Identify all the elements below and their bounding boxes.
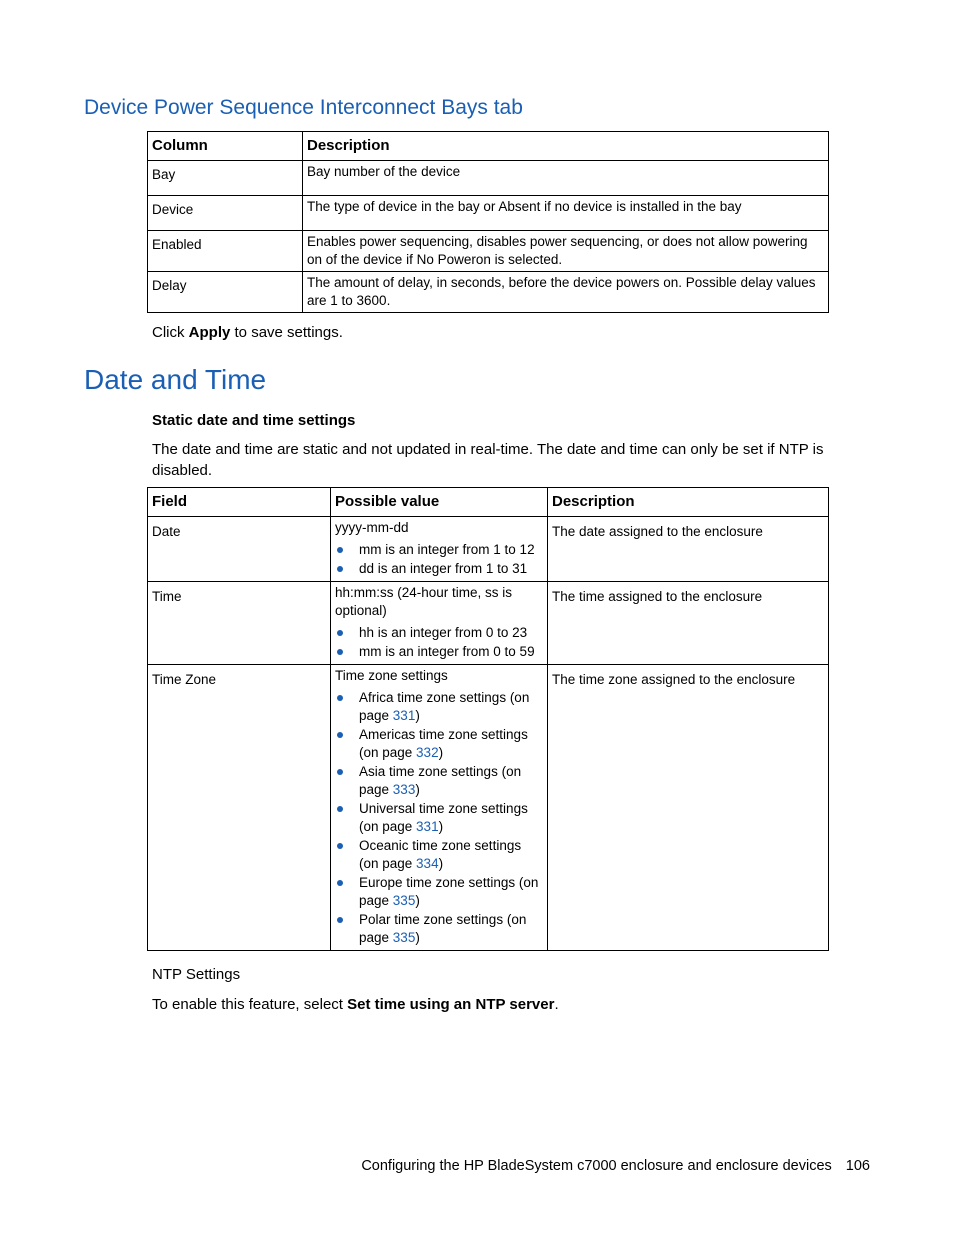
apply-bold: Apply xyxy=(188,324,231,341)
page-link[interactable]: 332 xyxy=(416,745,439,760)
page-link[interactable]: 334 xyxy=(416,856,439,871)
enable-instruction xyxy=(152,994,559,1015)
section-heading-interconnect-bays: Device Power Sequence Interconnect Bays tab xyxy=(84,96,523,119)
bullet-list xyxy=(335,624,543,661)
table-cell-column: Bay xyxy=(148,161,303,196)
table-cell-description: Bay number of the device xyxy=(303,161,829,196)
list-item-text: mm is an integer from 1 to 12 xyxy=(359,542,535,557)
table-cell-field: Time Zone xyxy=(148,665,331,951)
value-text: yyyy-mm-dd xyxy=(335,520,409,535)
bullet-icon xyxy=(337,630,343,636)
bullet-icon xyxy=(337,547,343,553)
table-cell-description: Enables power sequencing, disables power sequencing, or does not allow powering on of the device if No Poweron is selected. xyxy=(303,231,829,272)
list-item xyxy=(335,874,543,910)
list-item xyxy=(335,624,543,642)
list-item-text: dd is an integer from 1 to 31 xyxy=(359,561,528,576)
table-row xyxy=(148,665,829,951)
list-item-text: Americas time zone settings (on page xyxy=(359,727,528,760)
apply-pre: Click xyxy=(152,324,189,341)
list-item-close: ) xyxy=(415,930,420,945)
table-cell-value xyxy=(331,517,548,582)
bullet-icon xyxy=(337,917,343,923)
table-cell-column: Device xyxy=(148,196,303,231)
page-link[interactable]: 331 xyxy=(392,708,416,723)
bullet-icon xyxy=(337,732,343,738)
list-item-text: Asia time zone settings (on page xyxy=(359,764,522,797)
page-number: 106 xyxy=(845,1158,870,1174)
list-item-close: ) xyxy=(438,856,444,871)
ntp-settings-label: NTP Settings xyxy=(152,966,241,983)
enable-post: . xyxy=(554,996,559,1013)
list-item-text: Oceanic time zone settings (on page xyxy=(359,838,522,871)
bullet-icon xyxy=(337,695,343,701)
table-cell-column: Delay xyxy=(148,272,303,313)
table-row xyxy=(148,582,829,665)
list-item xyxy=(335,726,543,762)
list-item xyxy=(335,763,543,799)
bullet-icon xyxy=(337,880,343,886)
list-item-text: hh is an integer from 0 to 23 xyxy=(359,625,528,640)
section-heading-date-time: Date and Time xyxy=(84,364,267,395)
table-cell-field: Time xyxy=(148,582,331,665)
apply-post: to save settings. xyxy=(230,324,343,341)
page-link[interactable]: 333 xyxy=(392,782,416,797)
column-header: Possible value xyxy=(331,488,548,517)
table-header-row xyxy=(148,488,829,517)
bullet-icon xyxy=(337,649,343,655)
enable-pre: To enable this feature, select xyxy=(152,996,348,1013)
bullet-icon xyxy=(337,769,343,775)
value-text: hh:mm:ss (24-hour time, ss is optional) xyxy=(335,585,513,618)
interconnect-bays-table xyxy=(147,131,829,313)
enable-bold: Set time using an NTP server xyxy=(347,996,555,1013)
table-cell-value xyxy=(331,582,548,665)
page-link[interactable]: 331 xyxy=(416,819,439,834)
subheading-static-settings: Static date and time settings xyxy=(152,412,356,429)
list-item xyxy=(335,689,543,725)
table-cell-field: Date xyxy=(148,517,331,582)
table-row xyxy=(148,161,829,196)
column-header: Description xyxy=(548,488,829,517)
list-item-close: ) xyxy=(415,782,420,797)
bullet-list xyxy=(335,689,543,947)
column-header: Field xyxy=(148,488,331,517)
list-item-close: ) xyxy=(415,708,420,723)
date-time-table xyxy=(147,487,829,951)
column-header: Description xyxy=(303,132,829,161)
table-cell-description: The amount of delay, in seconds, before the device powers on. Possible delay values are 1 to 3600. xyxy=(303,272,829,313)
list-item xyxy=(335,911,543,947)
list-item-close: ) xyxy=(438,745,444,760)
value-text: Time zone settings xyxy=(335,668,448,683)
list-item xyxy=(335,643,543,661)
page-footer xyxy=(361,1158,870,1174)
table-row xyxy=(148,517,829,582)
footer-text: Configuring the HP BladeSystem c7000 enclosure and enclosure devices xyxy=(361,1158,832,1174)
list-item-close: ) xyxy=(438,819,444,834)
table-cell-description: The time zone assigned to the enclosure xyxy=(548,665,829,951)
list-item xyxy=(335,800,543,836)
table-row xyxy=(148,196,829,231)
table-row xyxy=(148,231,829,272)
bullet-list xyxy=(335,541,543,578)
list-item xyxy=(335,560,543,578)
list-item-close: ) xyxy=(415,893,420,908)
apply-instruction xyxy=(152,322,343,343)
table-cell-value xyxy=(331,665,548,951)
table-row xyxy=(148,272,829,313)
list-item-text: Africa time zone settings (on page xyxy=(359,690,530,723)
list-item-text: mm is an integer from 0 to 59 xyxy=(359,644,535,659)
bullet-icon xyxy=(337,566,343,572)
table-header-row xyxy=(148,132,829,161)
list-item xyxy=(335,541,543,559)
page-link[interactable]: 335 xyxy=(392,930,416,945)
list-item-text: Polar time zone settings (on page xyxy=(359,912,527,945)
bullet-icon xyxy=(337,843,343,849)
list-item-text: Universal time zone settings (on page xyxy=(359,801,528,834)
table-cell-description: The type of device in the bay or Absent if no device is installed in the bay xyxy=(303,196,829,231)
table-cell-description: The time assigned to the enclosure xyxy=(548,582,829,665)
table-cell-description: The date assigned to the enclosure xyxy=(548,517,829,582)
list-item-text: Europe time zone settings (on page xyxy=(359,875,539,908)
list-item xyxy=(335,837,543,873)
page-link[interactable]: 335 xyxy=(392,893,416,908)
table-cell-column: Enabled xyxy=(148,231,303,272)
bullet-icon xyxy=(337,806,343,812)
intro-paragraph: The date and time are static and not updated in real-time. The date and time can only be set if NTP is disabled. xyxy=(152,441,824,479)
column-header: Column xyxy=(148,132,303,161)
